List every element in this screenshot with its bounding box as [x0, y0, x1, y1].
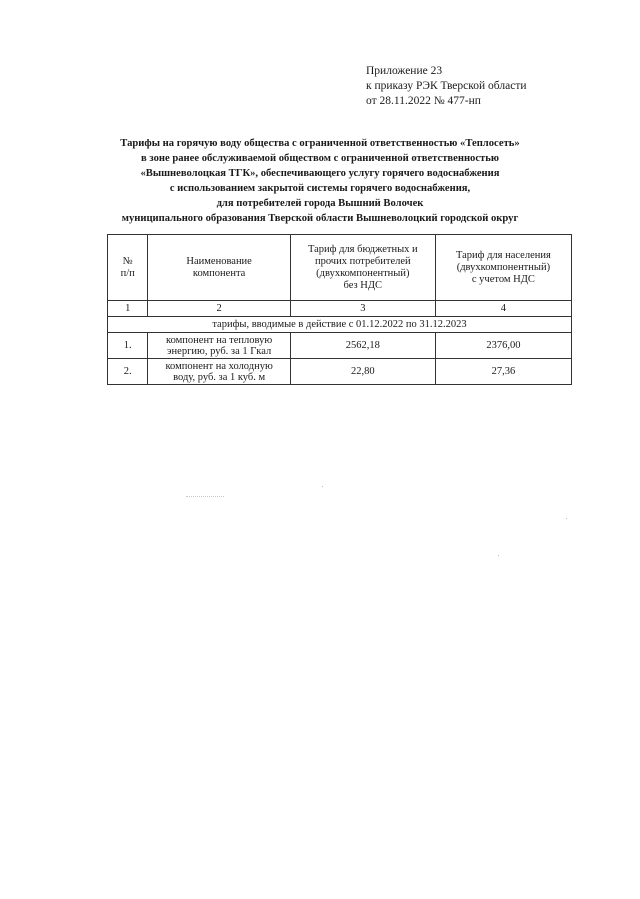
row-population-tariff: 2376,00 — [435, 333, 571, 359]
header-budget: Тариф для бюджетных и прочих потребителей (двухкомпонентный) без НДС — [290, 235, 435, 301]
table-header-row — [108, 235, 572, 301]
scan-speck — [498, 555, 499, 556]
row-budget-tariff: 2562,18 — [290, 333, 435, 359]
appendix-order: к приказу РЭК Тверской области — [366, 80, 527, 92]
row-budget-tariff: 22,80 — [290, 359, 435, 385]
row-num: 2. — [108, 359, 148, 385]
column-number: 1 — [108, 301, 148, 317]
title-line: в зоне ранее обслуживаемой обществом с ограниченной ответственностью — [141, 153, 499, 164]
tariff-table — [107, 234, 572, 385]
row-num: 1. — [108, 333, 148, 359]
document-title — [100, 136, 540, 226]
column-number-row — [108, 301, 572, 317]
title-line: для потребителей города Вышний Волочек — [216, 198, 424, 209]
header-name: Наименование компонента — [148, 235, 290, 301]
scan-artifact — [186, 496, 224, 498]
title-line: «Вышневолоцкая ТГК», обеспечивающего услугу горячего водоснабжения — [140, 168, 500, 179]
row-name: компонент на тепловую энергию, руб. за 1 Гкал — [148, 333, 290, 359]
title-line: с использованием закрытой системы горячего водоснабжения, — [169, 183, 471, 194]
scan-speck — [566, 518, 567, 519]
period-row — [108, 317, 572, 333]
scan-speck — [322, 486, 323, 487]
header-population: Тариф для населения (двухкомпонентный) с учетом НДС — [435, 235, 571, 301]
appendix-reference — [366, 64, 527, 109]
column-number: 4 — [435, 301, 571, 317]
column-number: 3 — [290, 301, 435, 317]
appendix-number: Приложение 23 — [366, 65, 443, 77]
tariff-period: тарифы, вводимые в действие с 01.12.2022 по 31.12.2023 — [108, 317, 572, 333]
table-row — [108, 359, 572, 385]
row-name: компонент на холодную воду, руб. за 1 куб. м — [148, 359, 290, 385]
title-line: муниципального образования Тверской области Вышневолоцкий городской округ — [121, 213, 519, 224]
table-row — [108, 333, 572, 359]
header-num: № п/п — [108, 235, 148, 301]
title-line: Тарифы на горячую воду общества с ограниченной ответственностью «Теплосеть» — [120, 138, 520, 149]
column-number: 2 — [148, 301, 290, 317]
appendix-date: от 28.11.2022 № 477-нп — [366, 95, 481, 107]
row-population-tariff: 27,36 — [435, 359, 571, 385]
